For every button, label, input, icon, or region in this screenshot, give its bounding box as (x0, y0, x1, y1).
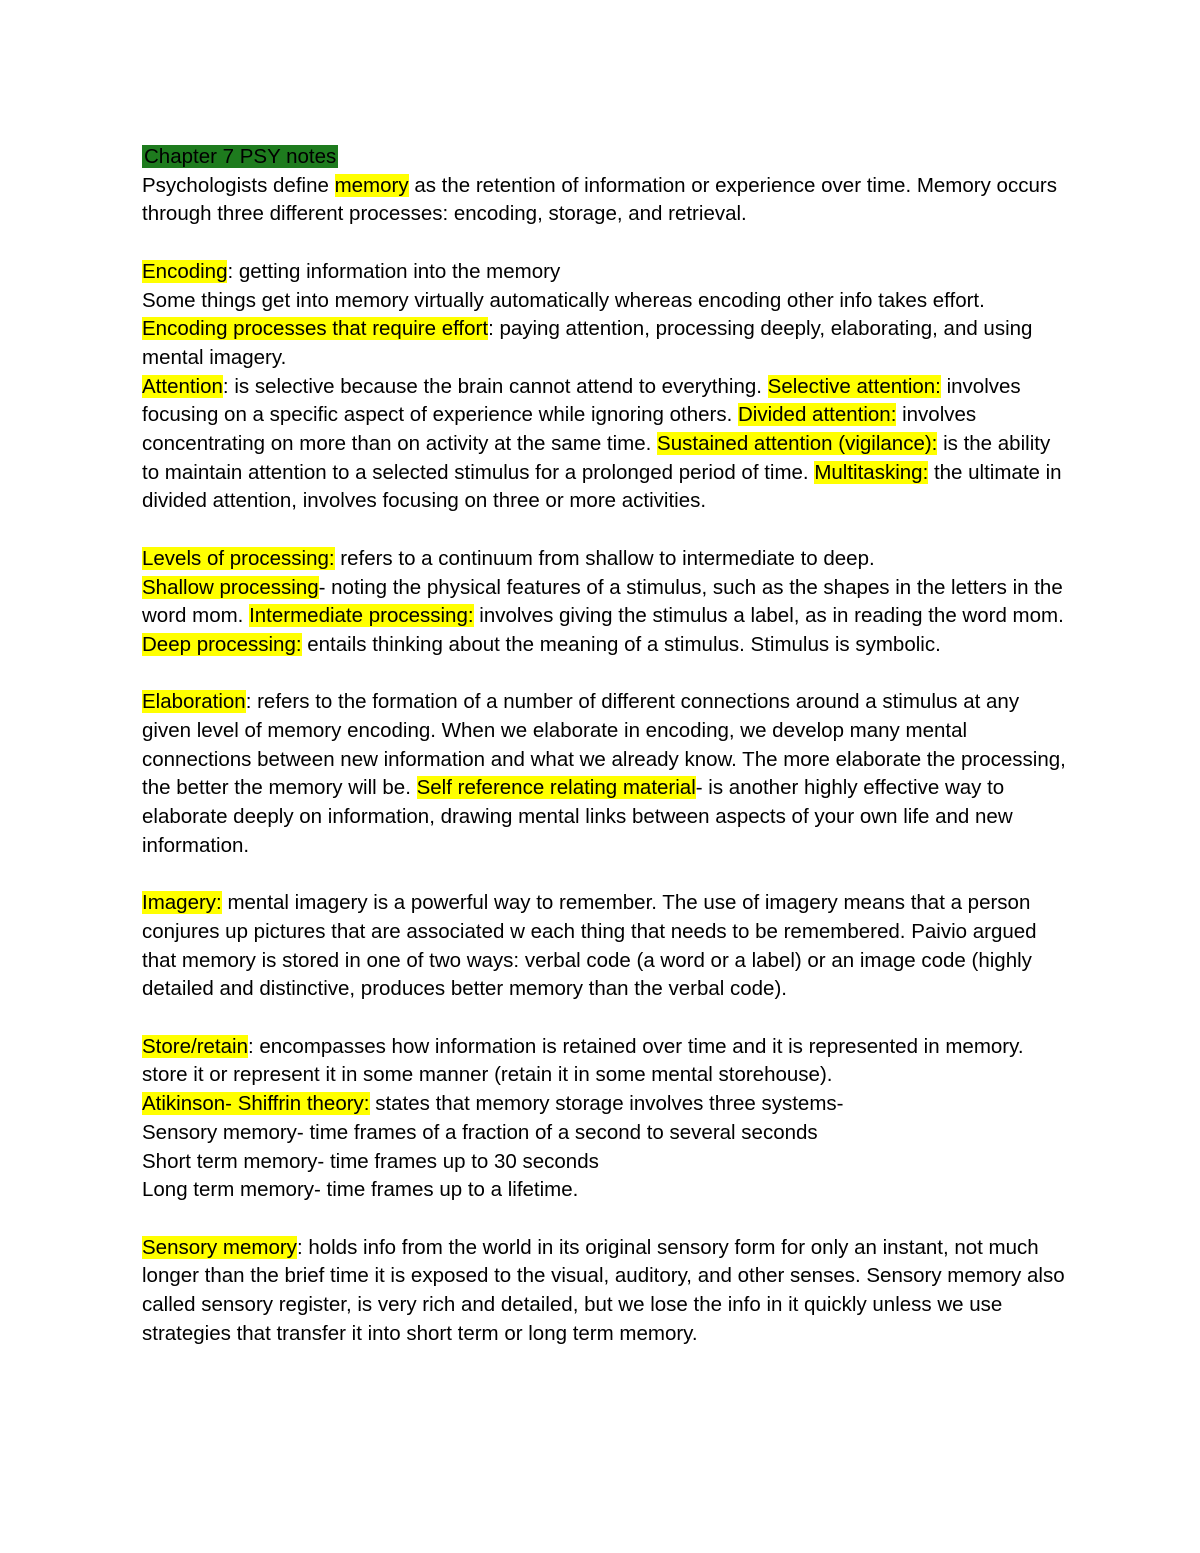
paragraph (142, 889, 1072, 1004)
paragraph (142, 1090, 1072, 1119)
paragraph (142, 1033, 1072, 1090)
highlighted-term: Sensory memory (142, 1235, 297, 1259)
paragraph-spacer (142, 861, 1072, 890)
body-text: : holds info from the world in its original sensory form for only an instant, not much longer than the brief time it is exposed to the visual, auditory, and other senses. Sensory memory also called sensory register, is very rich and detailed, but we lose the info in it quickly unless we use strategies that transfer it into short term or long term memory. (142, 1235, 1065, 1345)
highlighted-term: Deep processing: (142, 632, 302, 656)
body-text: : getting information into the memory (227, 259, 561, 283)
body-text: Sensory memory- time frames of a fraction of a second to several seconds (142, 1120, 818, 1144)
paragraph (142, 574, 1072, 660)
paragraph (142, 172, 1072, 229)
paragraph (142, 1119, 1072, 1148)
body-text: involves giving the stimulus a label, as in reading the word mom. (473, 604, 1064, 628)
paragraph (142, 1176, 1072, 1205)
body-text: Psychologists define (142, 173, 335, 197)
document-body (142, 143, 1072, 1348)
body-text: : is selective because the brain cannot attend to everything. (222, 374, 768, 398)
highlighted-term: Sustained attention (vigilance): (657, 432, 938, 456)
paragraph (142, 545, 1072, 574)
highlighted-term: memory (334, 173, 409, 197)
body-text: entails thinking about the meaning of a stimulus. Stimulus is symbolic. (301, 632, 941, 656)
body-text: refers to a continuum from shallow to intermediate to deep. (334, 546, 875, 570)
paragraph (142, 373, 1072, 517)
highlighted-term: Encoding (142, 259, 228, 283)
paragraph-spacer (142, 1205, 1072, 1234)
paragraph-spacer (142, 660, 1072, 689)
document-blocks (142, 172, 1072, 1349)
body-text: : encompasses how information is retained over time and it is represented in memory. store it or represent it in some manner (retain it in some mental storehouse). (142, 1034, 1024, 1087)
paragraph (142, 1234, 1072, 1349)
highlighted-term: Divided attention: (737, 403, 897, 427)
document-title-line (142, 143, 1072, 172)
body-text: involves concentrating on more than on activity at the same time. (142, 403, 977, 456)
paragraph (142, 287, 1072, 316)
highlighted-term: Levels of processing: (142, 546, 335, 570)
highlighted-term: Multitasking: (814, 460, 929, 484)
body-text: as the retention of information or experience over time. Memory occurs through three different processes: encoding, storage, and retrieval. (142, 173, 1057, 226)
body-text: : refers to the formation of a number of different connections around a stimulus at any given level of memory encoding. When we elaborate in encoding, we develop many mental connections between new information and what we already know. The more elaborate the processing, the better the memory will be. (142, 690, 1066, 800)
body-text: mental imagery is a powerful way to remember. The use of imagery means that a person conjures up pictures that are associated w each thing that needs to be remembered. Paivio argued that memory is stored in one of two ways: verbal code (a word or a label) or an image code (highly detailed and distinctive, produces better memory than the verbal code). (142, 891, 1037, 1001)
paragraph-spacer (142, 1004, 1072, 1033)
body-text: involves focusing on a specific aspect of experience while ignoring others. (142, 374, 1021, 427)
body-text: : paying attention, processing deeply, elaborating, and using mental imagery. (142, 317, 1033, 369)
highlighted-term: Elaboration (142, 690, 246, 714)
body-text: the ultimate in divided attention, involves focusing on three or more activities. (142, 460, 1062, 513)
body-text: - is another highly effective way to elaborate deeply on information, drawing mental links between aspects of your own life and new information. (142, 776, 1013, 857)
highlighted-term: Imagery: (142, 891, 222, 915)
paragraph (142, 688, 1072, 860)
highlighted-term: Attention (142, 374, 223, 398)
highlighted-term: Store/retain (142, 1034, 248, 1058)
highlighted-term: Atikinson- Shiffrin theory: (142, 1092, 370, 1116)
body-text: Some things get into memory virtually automatically whereas encoding other info takes effort. (142, 288, 985, 312)
highlighted-term: Selective attention: (767, 374, 941, 398)
highlighted-term: Intermediate processing: (249, 604, 474, 628)
paragraph (142, 258, 1072, 287)
body-text: Long term memory- time frames up to a lifetime. (142, 1178, 579, 1202)
paragraph (142, 1148, 1072, 1177)
body-text: Short term memory- time frames up to 30 seconds (142, 1149, 599, 1173)
document-title: Chapter 7 PSY notes (144, 145, 337, 168)
paragraph (142, 315, 1072, 372)
body-text: is the ability to maintain attention to a selected stimulus for a prolonged period of time. (142, 432, 1051, 484)
body-text: states that memory storage involves three systems- (369, 1092, 844, 1116)
body-text: - noting the physical features of a stimulus, such as the shapes in the letters in the word mom. (142, 575, 1063, 628)
paragraph-spacer (142, 229, 1072, 258)
highlighted-term: Self reference relating material (416, 776, 696, 800)
highlighted-term: Shallow processing (142, 575, 319, 599)
highlighted-term: Encoding processes that require effort (142, 317, 489, 341)
paragraph-spacer (142, 516, 1072, 545)
